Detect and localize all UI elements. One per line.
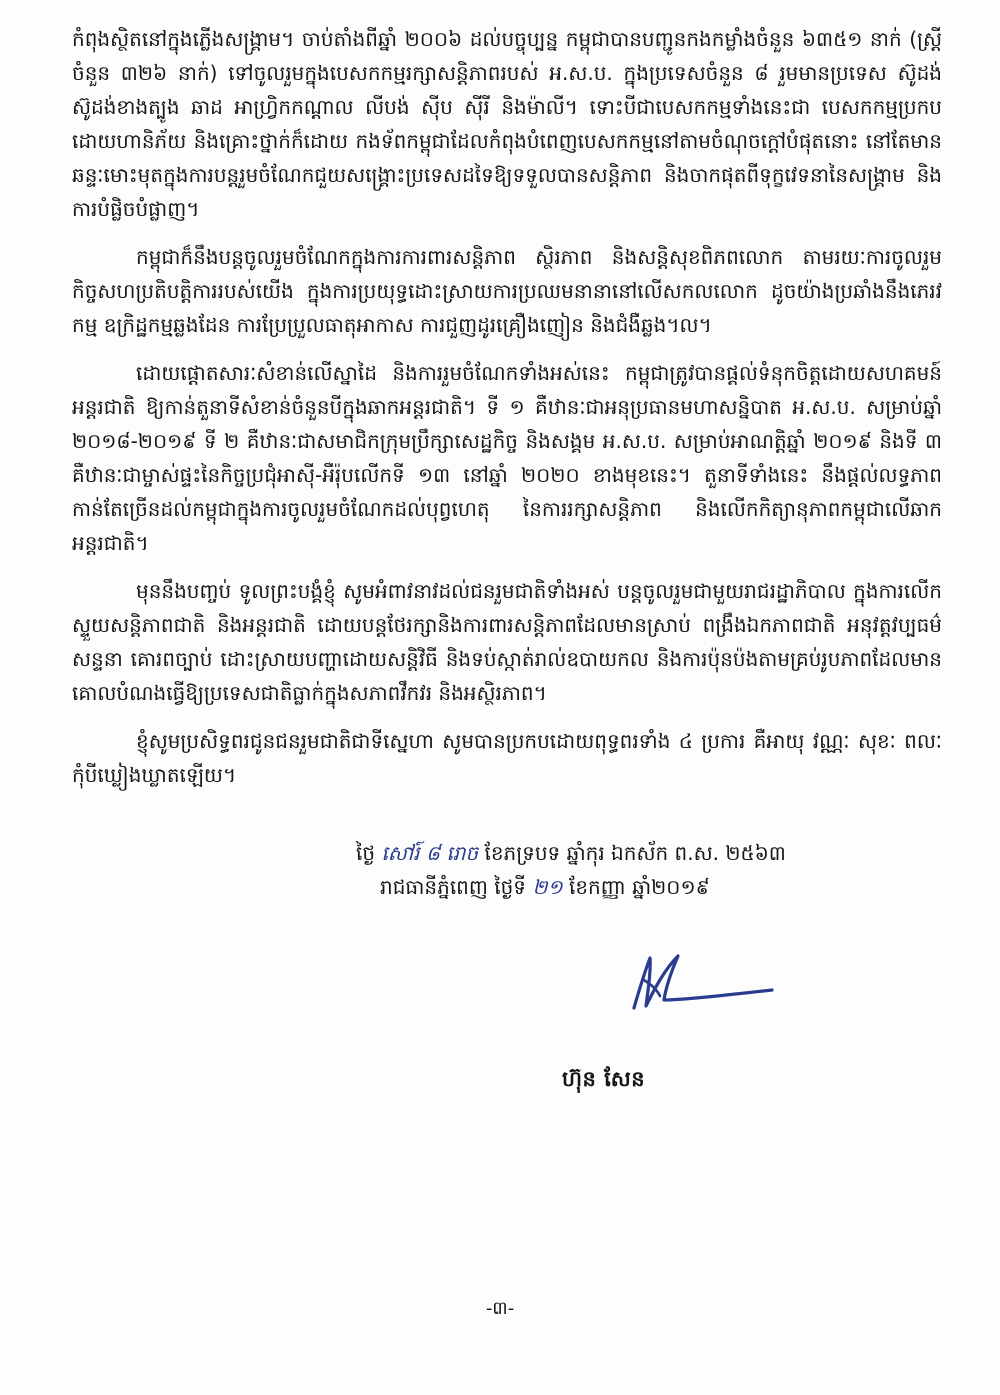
- gregorian-date-handwritten: ២១: [532, 875, 563, 899]
- handwritten-signature: [620, 950, 780, 1030]
- lunar-date-suffix: ខែភទ្របទ ឆ្នាំកុរ ឯកស័ក ព.ស. ២៥៦៣: [484, 841, 786, 865]
- gregorian-date-prefix: រាជធានីភ្នំពេញ ថ្ងៃទី: [380, 875, 527, 899]
- lunar-date-line: [356, 836, 946, 870]
- lunar-date-prefix: ថ្ងៃ: [356, 841, 376, 865]
- date-block: [356, 836, 946, 904]
- page-number: -៣-: [485, 1298, 515, 1319]
- paragraph-3: ដោយផ្ដោតសារៈសំខាន់លើស្នាដៃ និងការរួមចំណែកទាំងអស់នេះ កម្ពុជាត្រូវបានផ្ដល់ទំនុកចិត្តដោយសហគមន៍អន្តរជាតិ ឱ្យកាន់តួនាទីសំខាន់ចំនួនបីក្នុងឆាកអន្តរជាតិ។ ទី ១ គឺឋានៈជាអនុប្រធានមហាសន្និបាត អ.ស.ប. សម្រាប់ឆ្នាំ ២០១៨-២០១៩ ទី ២ គឺឋានៈជាសមាជិកក្រុមប្រឹក្សាសេដ្ឋកិច្ច និងសង្គម អ.ស.ប. សម្រាប់អាណត្តិឆ្នាំ ២០១៩ និងទី ៣ គឺឋានៈជាម្ចាស់ផ្ទះនៃកិច្ចប្រជុំអាស៊ី-អឺរ៉ុបលើកទី ១៣ នៅឆ្នាំ ២០២០ ខាងមុខនេះ។ តួនាទីទាំងនេះ នឹងផ្ដល់លទ្ធភាពកាន់តែច្រើនដល់កម្ពុជាក្នុងការចូលរួមចំណែកដល់បុព្វហេតុ នៃការរក្សាសន្តិភាព និងលើកកិត្យានុភាពកម្ពុជាលើឆាកអន្តរជាតិ។: [72, 361, 942, 555]
- paragraph-5: ខ្ញុំសូមប្រសិទ្ធពរជូនជនរួមជាតិជាទីស្នេហា សូមបានប្រកបដោយពុទ្ធពរទាំង ៤ ប្រការ គឺអាយុ វណ្ណៈ សុខៈ ពលៈ កុំបីឃ្លៀងឃ្លាតឡើយ។: [72, 729, 942, 787]
- letter-body: [72, 22, 942, 806]
- gregorian-date-line: [356, 870, 946, 904]
- paragraph-4: មុននឹងបញ្ចប់ ទូលព្រះបង្គំខ្ញុំ សូមអំពាវនាវដល់ជនរួមជាតិទាំងអស់ បន្តចូលរួមជាមួយរាជរដ្ឋាភិបាល ក្នុងការលើកស្ទួយសន្តិភាពជាតិ និងអន្តរជាតិ ដោយបន្តថែរក្សានិងការពារសន្តិភាពដែលមានស្រាប់ ពង្រឹងឯកភាពជាតិ អនុវត្តវប្បធម៌សន្ទនា គោរពច្បាប់ ដោះស្រាយបញ្ហាដោយសន្តិវិធី និងទប់ស្កាត់រាល់ឧបាយកល និងការប៉ុនប៉ងតាមគ្រប់រូបភាពដែលមានគោលបំណងធ្វើឱ្យប្រទេសជាតិធ្លាក់ក្នុងសភាពវឹកវរ និងអស្ថិរភាព។: [72, 579, 942, 705]
- paragraph-1: កំពុងស្ថិតនៅក្នុងភ្លើងសង្គ្រាម។ ចាប់តាំងពីឆ្នាំ ២០០៦ ដល់បច្ចុប្បន្ន កម្ពុជាបានបញ្ជូនកងកម្លាំងចំនួន ៦៣៥១ នាក់ (ស្ត្រីចំនួន ៣២៦ នាក់) ទៅចូលរួមក្នុងបេសកកម្មរក្សាសន្តិភាពរបស់ អ.ស.ប. ក្នុងប្រទេសចំនួន ៨ រួមមានប្រទេស ស៊ូដង់ ស៊ូដង់ខាងត្បូង ឆាដ អាហ្វ្រិកកណ្ដាល លីបង់ ស៊ីប ស៊ីរី និងម៉ាលី។ ទោះបីជាបេសកកម្មទាំងនេះជា បេសកកម្មប្រកបដោយហានិភ័យ និងគ្រោះថ្នាក់ក៏ដោយ កងទ័ពកម្ពុជាដែលកំពុងបំពេញបេសកកម្មនៅតាមចំណុចក្ដៅបំផុតនោះ នៅតែមានឆន្ទៈមោះមុតក្នុងការបន្តរួមចំណែកជួយសង្គ្រោះប្រទេសដទៃឱ្យទទួលបានសន្តិភាព និងចាកផុតពីទុក្ខវេទនានៃសង្គ្រាម និងការបំផ្លិចបំផ្លាញ។: [72, 27, 942, 221]
- gregorian-date-suffix: ខែកញ្ញា ឆ្នាំ២០១៩: [569, 875, 710, 899]
- lunar-date-handwritten: សៅរ៍ ៨ រោច: [381, 841, 479, 865]
- signer-name: ហ៊ុន សែន: [562, 1067, 646, 1091]
- paragraph-2: កម្ពុជាក៏នឹងបន្តចូលរួមចំណែកក្នុងការការពារសន្តិភាព ស្ថិរភាព និងសន្តិសុខពិភពលោក តាមរយៈការចូលរួមកិច្ចសហប្រតិបត្តិការរបស់យើង ក្នុងការប្រយុទ្ធដោះស្រាយការប្រឈមនានានៅលើសកលលោក ដូចយ៉ាងប្រឆាំងនឹងភេរវកម្ម ឧក្រិដ្ឋកម្មឆ្លងដែន ការប្រែប្រួលធាតុអាកាស ការជួញដូរគ្រឿងញៀន និងជំងឺឆ្លង។ល។: [72, 245, 942, 337]
